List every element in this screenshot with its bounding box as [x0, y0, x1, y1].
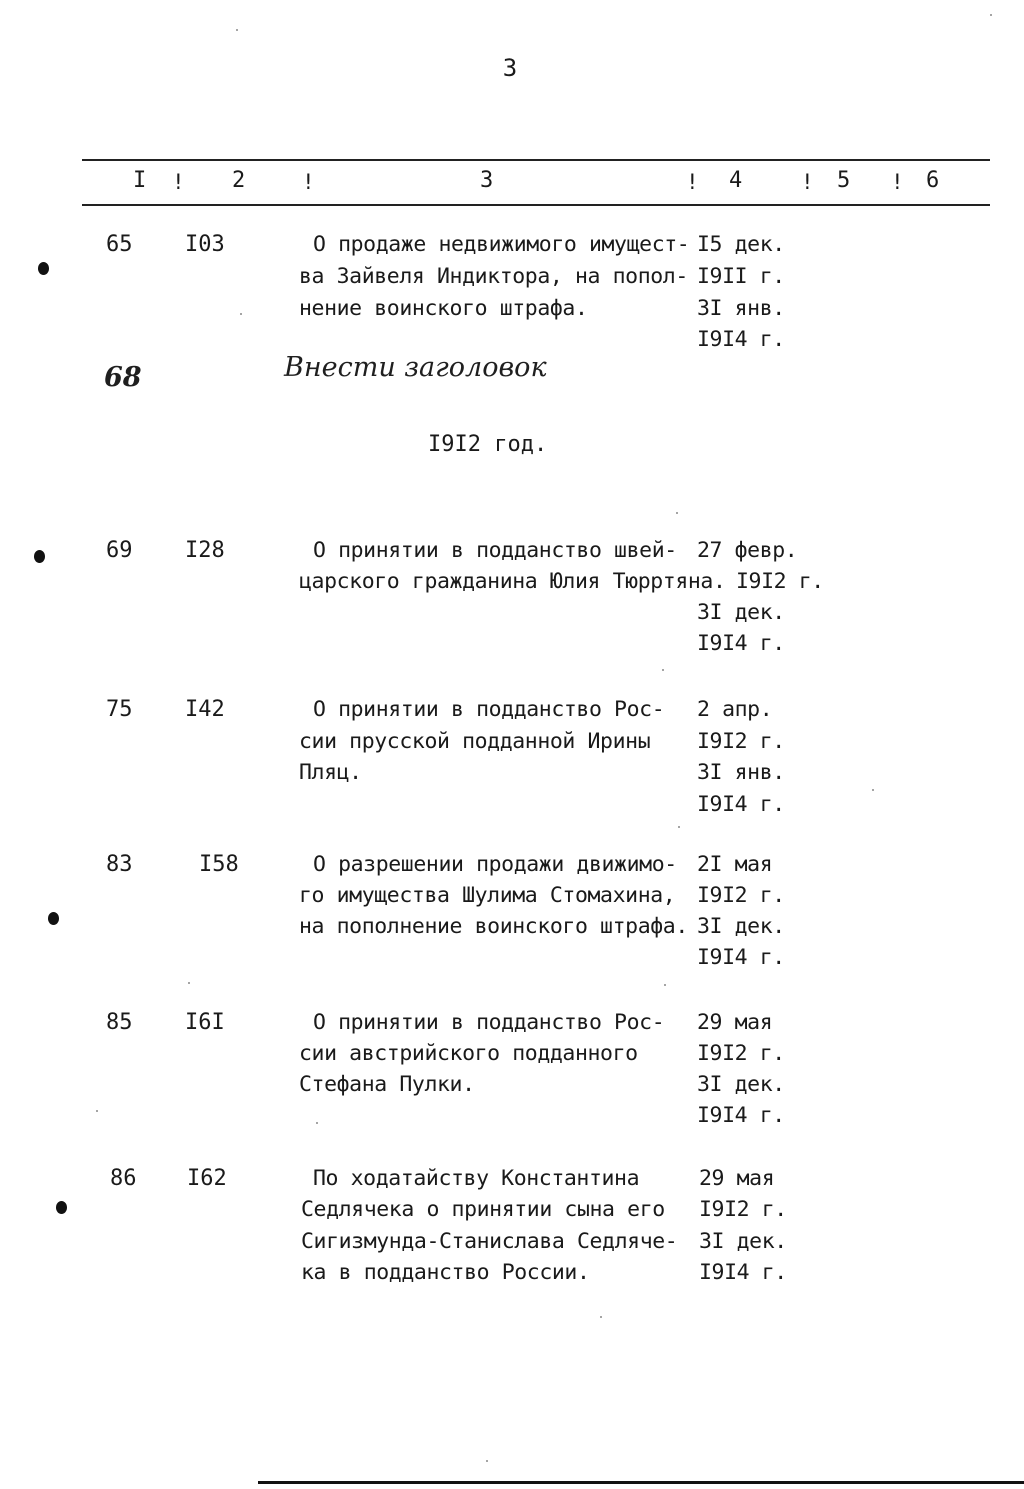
- entry-number: 85: [106, 1010, 133, 1035]
- entry-date: I9I2 г.: [699, 1197, 787, 1222]
- entry-date: I9I4 г.: [697, 631, 785, 656]
- scan-speck: [664, 984, 666, 986]
- header-col-5: 5: [837, 168, 851, 193]
- entry-date: 3I дек.: [697, 1072, 785, 1097]
- page-number-text: 3: [502, 54, 518, 82]
- header-col-4: 4: [729, 168, 743, 193]
- year-heading: I9I2 год.: [428, 432, 548, 457]
- header-col-6: 6: [926, 168, 940, 193]
- page-number: [0, 54, 1024, 82]
- scan-speck: [188, 982, 190, 984]
- file-number: I03: [185, 232, 225, 257]
- entry-title-line: Сигизмунда-Станислава Седляче-: [301, 1229, 678, 1254]
- entry-date: 3I дек.: [697, 600, 785, 625]
- scan-speck: [96, 1110, 98, 1112]
- footer-rule: [258, 1481, 1024, 1484]
- header-separator: !: [172, 170, 185, 194]
- scan-speck: [872, 789, 874, 791]
- punch-hole: [38, 262, 49, 275]
- entry-title-line: О разрешении продажи движимо-: [313, 852, 677, 877]
- entry-date: I9I4 г.: [697, 327, 785, 352]
- entry-date: I9I2 г.: [697, 729, 785, 754]
- scan-speck: [678, 826, 680, 828]
- entry-date: I9I2 г.: [736, 569, 824, 594]
- entry-date: 3I дек.: [697, 914, 785, 939]
- entry-title-line: Стефана Пулки.: [299, 1072, 475, 1097]
- entry-date: 27 февр.: [697, 538, 798, 563]
- entry-date: 3I янв.: [697, 760, 785, 785]
- entry-date: I9I4 г.: [697, 1103, 785, 1128]
- entry-date: I9I2 г.: [697, 883, 785, 908]
- scan-speck: [316, 1122, 318, 1124]
- entry-title-line: ка в подданство России.: [301, 1260, 590, 1285]
- entry-date: 29 мая: [699, 1166, 775, 1191]
- header-separator: !: [801, 170, 814, 194]
- scan-speck: [676, 512, 678, 514]
- entry-title-line: сии австрийского подданного: [299, 1041, 638, 1066]
- header-rule-bottom: [82, 204, 990, 206]
- header-rule-top: [82, 159, 990, 161]
- handwritten-note: Внести заголовок: [284, 352, 547, 383]
- header-col-2: 2: [232, 168, 246, 193]
- entry-date: I9I2 г.: [697, 1041, 785, 1066]
- scan-speck: [600, 1316, 602, 1318]
- entry-title-line: Седлячека о принятии сына его: [301, 1197, 665, 1222]
- file-number: I28: [185, 538, 225, 563]
- entry-date: I9I4 г.: [699, 1260, 787, 1285]
- punch-hole: [56, 1201, 67, 1214]
- entry-title-line: Пляц.: [299, 760, 362, 785]
- entry-title-line: сии прусской подданной Ирины: [299, 729, 651, 754]
- header-separator: !: [686, 170, 699, 194]
- header-col-3: 3: [480, 168, 494, 193]
- scan-speck: [662, 669, 664, 671]
- entry-date: 3I дек.: [699, 1229, 787, 1254]
- entry-date: I5 дек.: [697, 232, 785, 257]
- file-number: I62: [187, 1166, 227, 1191]
- entry-title-line: го имущества Шулима Стомахина,: [299, 883, 676, 908]
- entry-date: 2 апр.: [697, 697, 773, 722]
- file-number: I42: [185, 697, 225, 722]
- entry-date: 29 мая: [697, 1010, 773, 1035]
- handwritten-number: 68: [104, 362, 142, 393]
- entry-title-line: ва Зайвеля Индиктора, на попол-: [299, 264, 688, 289]
- entry-date: I9I4 г.: [697, 792, 785, 817]
- entry-number: 83: [106, 852, 133, 877]
- entry-title-line: О принятии в подданство Рос-: [313, 697, 665, 722]
- entry-number: 75: [106, 697, 133, 722]
- file-number: I58: [199, 852, 239, 877]
- entry-title-line: на пополнение воинского штрафа.: [299, 914, 688, 939]
- entry-title-line: О принятии в подданство швей-: [313, 538, 677, 563]
- header-separator: !: [302, 170, 315, 194]
- scan-speck: [240, 313, 242, 315]
- entry-number: 65: [106, 232, 133, 257]
- scan-speck: [990, 14, 992, 16]
- entry-number: 86: [110, 1166, 137, 1191]
- entry-title-line: По ходатайству Константина: [313, 1166, 640, 1191]
- entry-title-line: нение воинского штрафа.: [299, 296, 588, 321]
- entry-title-line: О принятии в подданство Рос-: [313, 1010, 665, 1035]
- entry-title-line: царского гражданина Юлия Тюрртяна.: [299, 569, 726, 594]
- header-separator: !: [891, 170, 904, 194]
- entry-date: 3I янв.: [697, 296, 785, 321]
- header-col-1: I: [133, 168, 147, 193]
- punch-hole: [48, 912, 59, 925]
- entry-number: 69: [106, 538, 133, 563]
- entry-date: 2I мая: [697, 852, 773, 877]
- table-header: [0, 168, 1024, 198]
- entry-title-line: О продаже недвижимого имущест-: [313, 232, 690, 257]
- entry-date: I9I4 г.: [697, 945, 785, 970]
- file-number: I6I: [185, 1010, 225, 1035]
- scan-speck: [486, 1460, 488, 1462]
- entry-date: I9II г.: [697, 264, 785, 289]
- scan-speck: [236, 29, 238, 31]
- punch-hole: [34, 550, 45, 563]
